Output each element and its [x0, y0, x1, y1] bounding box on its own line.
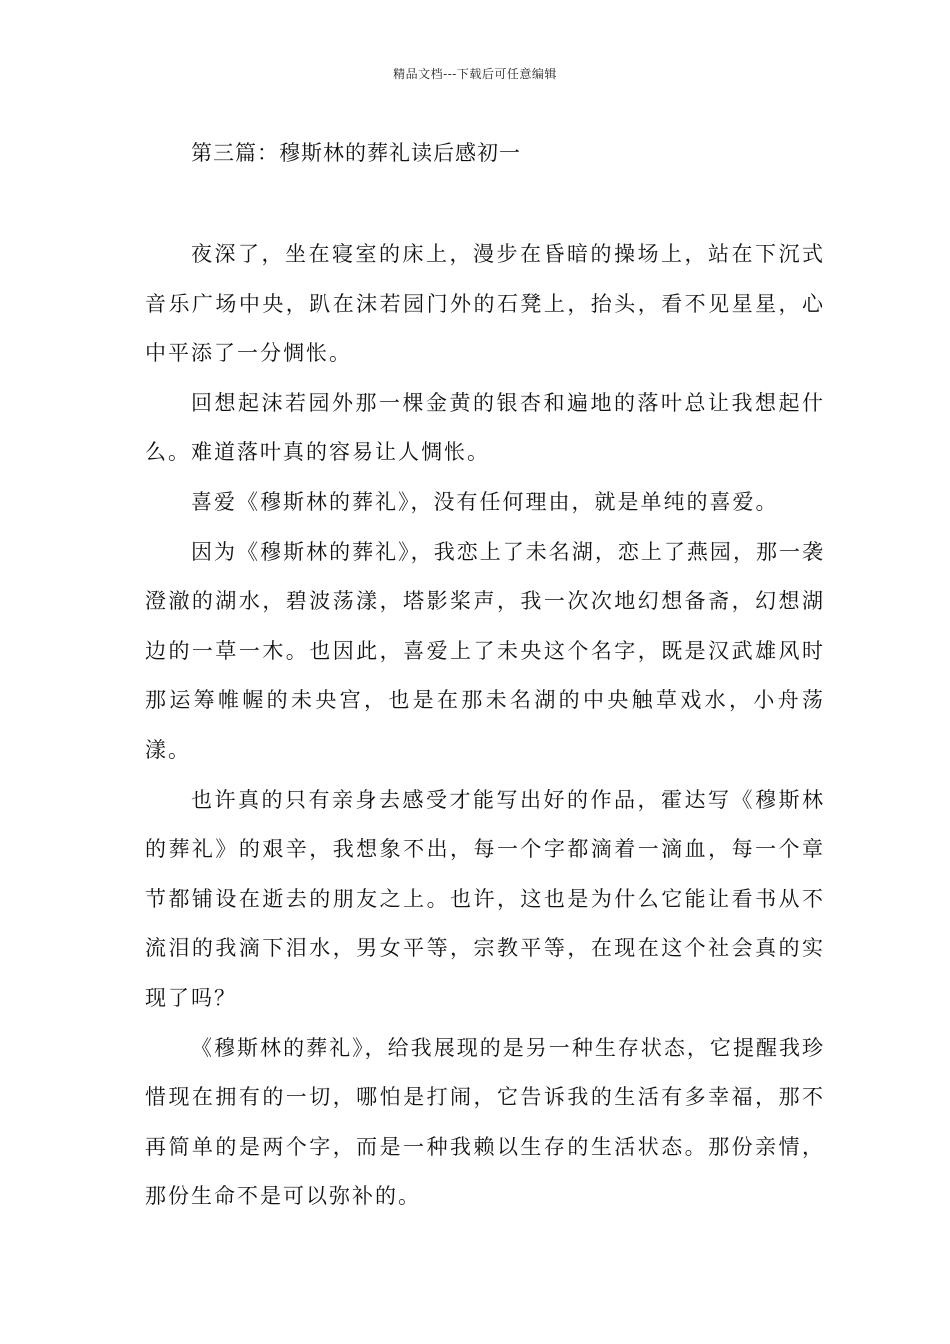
page-header: 精品文档---下载后可任意编辑 [393, 67, 557, 81]
paragraph: 夜深了，坐在寝室的床上，漫步在昏暗的操场上，站在下沉式音乐广场中央，趴在沫若园门外的石凳上，抬头，看不见星星，心中平添了一分惆怅。 [145, 242, 825, 366]
paragraph: 喜爱《穆斯林的葬礼》，没有任何理由，就是单纯的喜爱。 [191, 489, 779, 514]
document-body [145, 230, 825, 1222]
paragraph: 也许真的只有亲身去感受才能写出好的作品，霍达写《穆斯林的葬礼》的艰辛，我想象不出，每一个字都滴着一滴血，每一个章节都铺设在逝去的朋友之上。也许，这也是为什么它能让看书从不流泪的我滴下泪水，男女平等，宗教平等，在现在这个社会真的实现了吗？ [145, 787, 825, 1010]
paragraph: 因为《穆斯林的葬礼》，我恋上了未名湖，恋上了燕园，那一袭澄澈的湖水，碧波荡漾，塔影桨声，我一次次地幻想备斋，幻想湖边的一草一木。也因此，喜爱上了未央这个名字，既是汉武雄风时那运筹帷幄的未央宫，也是在那未名湖的中央触草戏水，小舟荡漾。 [145, 539, 825, 762]
paragraph: 回想起沫若园外那一棵金黄的银杏和遍地的落叶总让我想起什么。难道落叶真的容易让人惆怅。 [145, 390, 825, 465]
document-title: 第三篇：穆斯林的葬礼读后感初一 [191, 141, 521, 165]
paragraph: 《穆斯林的葬礼》，给我展现的是另一种生存状态，它提醒我珍惜现在拥有的一切，哪怕是打闹，它告诉我的生活有多幸福，那不再简单的是两个字，而是一种我赖以生存的生活状态。那份亲情，那份生命不是可以弥补的。 [145, 1035, 825, 1209]
